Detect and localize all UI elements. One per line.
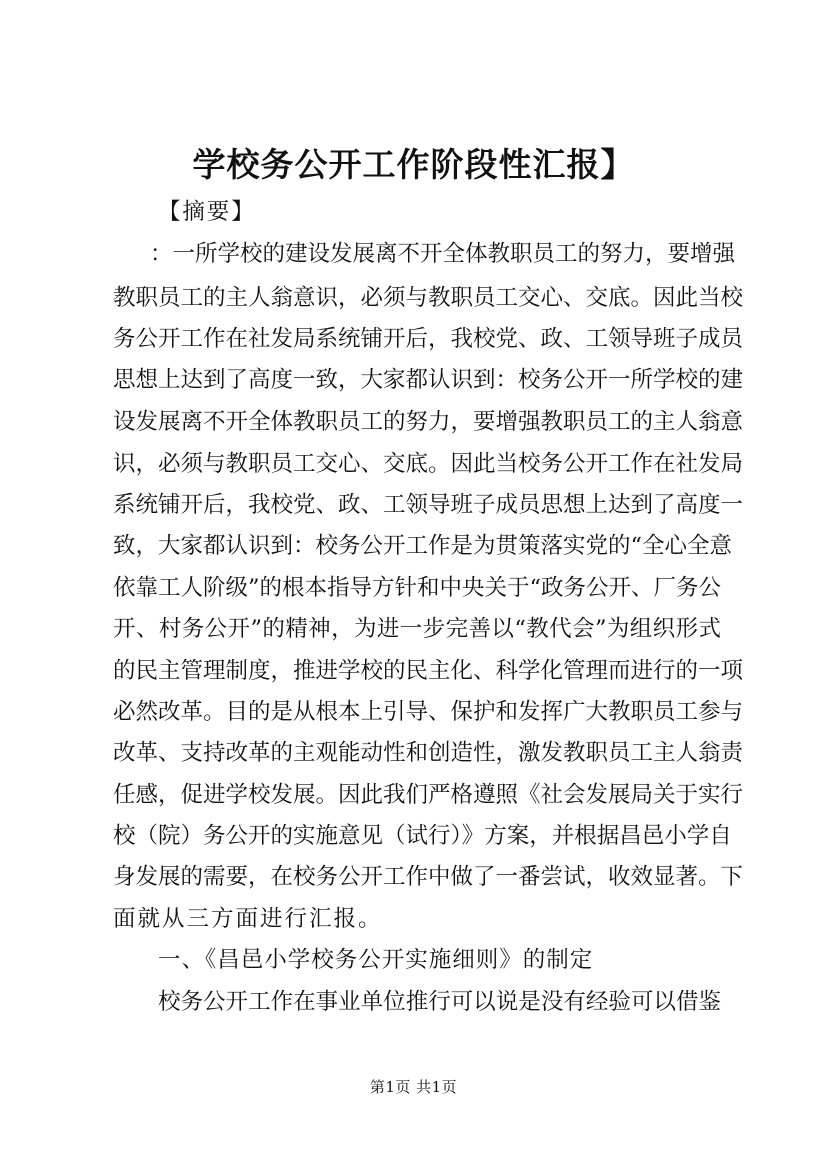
body-line: 面就从三方面进行汇报。: [113, 906, 383, 932]
body-line: 依靠工人阶级”的根本指导方针和中央关于“政务公开、厂务公: [113, 575, 722, 601]
body-line: 系统铺开后，我校党、政、工领导班子成员思想上达到了高度一: [113, 492, 744, 518]
body-line: 校务公开工作在事业单位推行可以说是没有经验可以借鉴: [158, 989, 721, 1015]
body-line: 致，大家都认识到：校务公开工作是为贯策落实党的“全心全意: [113, 533, 733, 559]
section-heading: 一、《昌邑小学校务公开实施细则》的制定: [158, 947, 594, 973]
body-line: 校（院）务公开的实施意见（试行）》方案，并根据昌邑小学自: [113, 823, 732, 849]
body-line: 改革、支持改革的主观能动性和创造性，激发教职员工主人翁责: [113, 740, 744, 766]
body-line: 思想上达到了高度一致，大家都认识到：校务公开一所学校的建: [113, 367, 744, 393]
body-line: 开、村务公开”的精神，为进一步完善以“教代会”为组织形式: [113, 616, 721, 642]
document-title: 学校务公开工作阶段性汇报】: [192, 145, 635, 184]
body-line: 的民主管理制度，推进学校的民主化、科学化管理而进行的一项: [113, 658, 744, 684]
body-line: ：一所学校的建设发展离不开全体教职员工的努力，要增强: [150, 241, 736, 267]
body-line: 必然改革。目的是从根本上引导、保护和发挥广大教职员工参与: [113, 699, 744, 725]
page-footer: 第1页 共1页: [369, 1078, 458, 1096]
body-line: 识，必须与教职员工交心、交底。因此当校务公开工作在社发局: [113, 451, 744, 477]
body-line: 身发展的需要，在校务公开工作中做了一番尝试，收效显著。下: [113, 864, 744, 890]
body-line: 教职员工的主人翁意识，必须与教职员工交心、交底。因此当校: [113, 285, 744, 311]
body-line: 设发展离不开全体教职员工的努力，要增强教职员工的主人翁意: [113, 409, 744, 435]
body-line: 任感，促进学校发展。因此我们严格遵照《社会发展局关于实行: [113, 782, 744, 808]
abstract-label: 【摘要】: [158, 199, 256, 225]
body-line: 务公开工作在社发局系统铺开后，我校党、政、工领导班子成员: [113, 326, 744, 352]
